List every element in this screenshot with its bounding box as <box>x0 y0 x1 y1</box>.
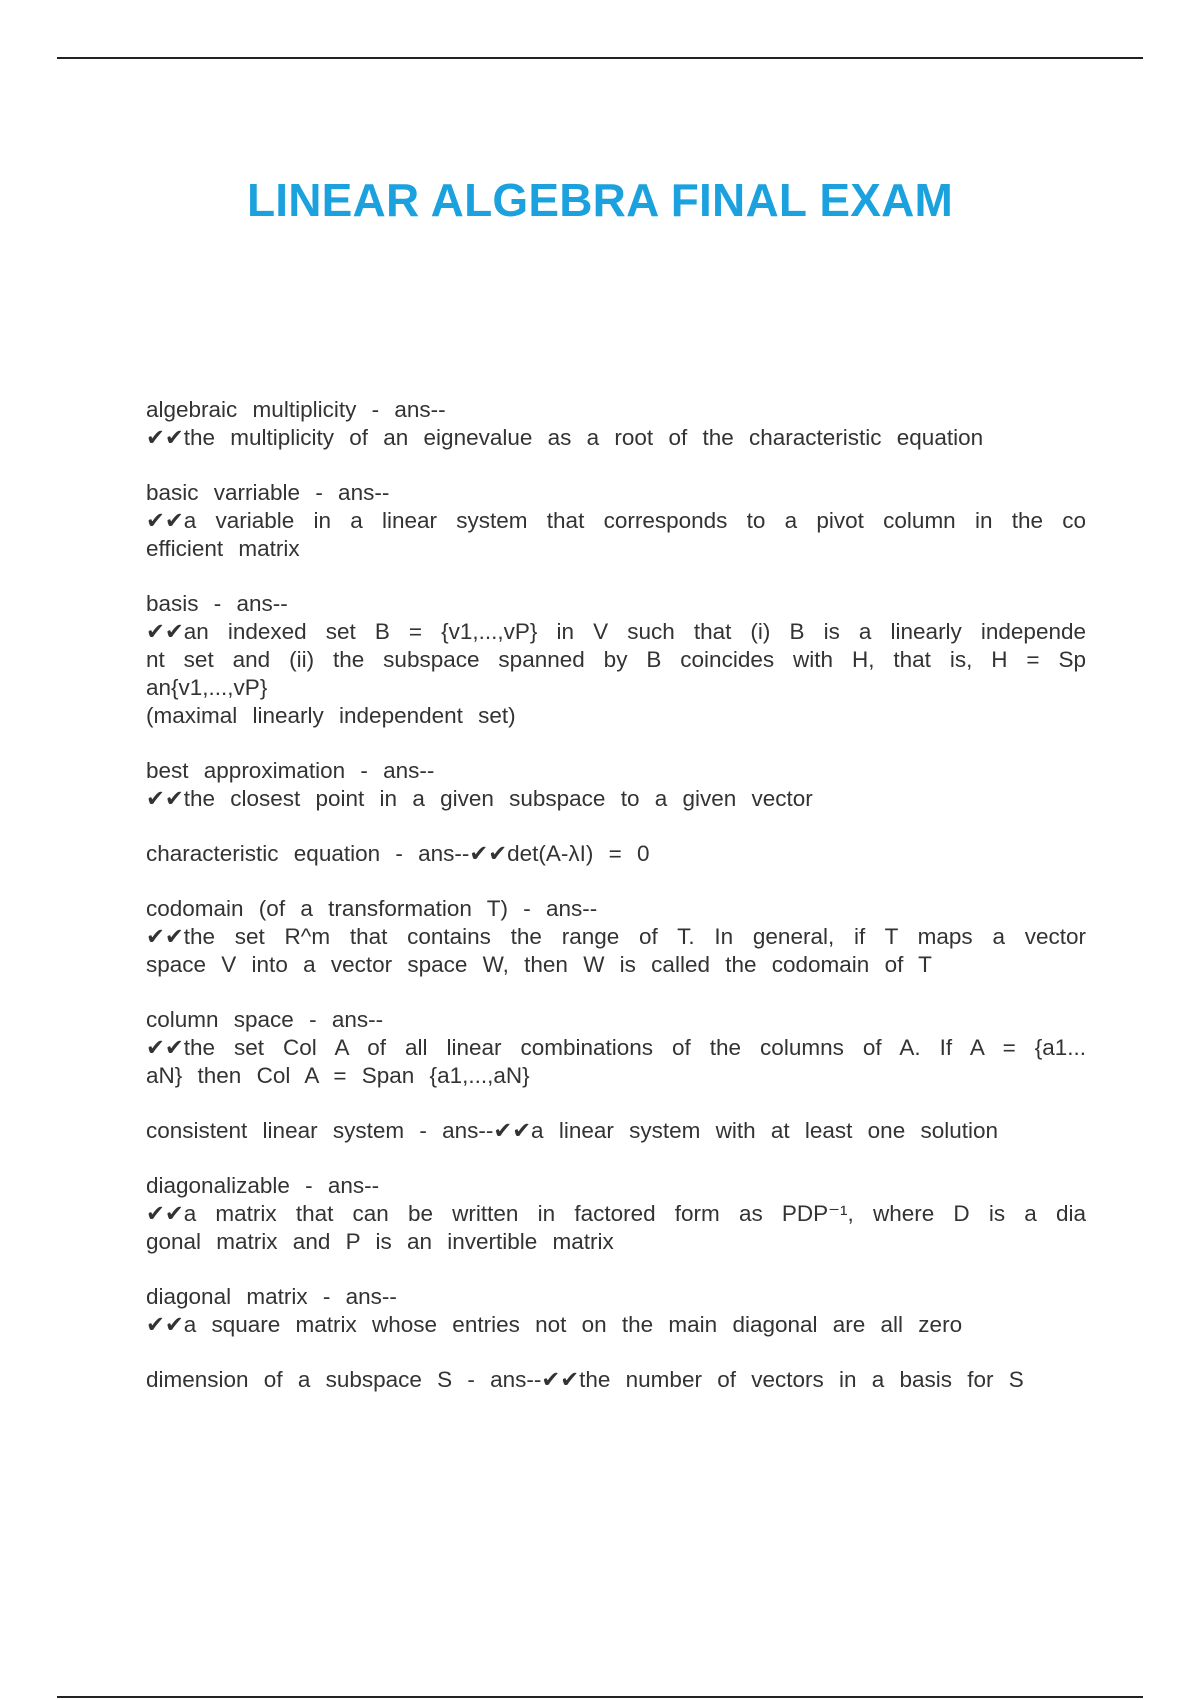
entry-definition-line: ✔✔a matrix that can be written in factored form as PDP⁻¹, where D is a dia <box>146 1201 1086 1226</box>
glossary-entry <box>146 1283 1086 1339</box>
entry-definition-line: ✔✔a square matrix whose entries not on the main diagonal are all zero <box>146 1312 963 1337</box>
entry-definition-line: ✔✔the multiplicity of an eignevalue as a root of the characteristic equation <box>146 425 984 450</box>
top-rule <box>57 57 1143 59</box>
entry-definition-line: ✔✔the set Col A of all linear combinations of the columns of A. If A = {a1... <box>146 1035 1086 1060</box>
entry-definition-line: an{v1,...,vP} <box>146 675 268 700</box>
glossary-entry <box>146 396 1086 452</box>
entry-term-line: basis - ans-- <box>146 591 288 616</box>
glossary-entry <box>146 1366 1086 1394</box>
entry-definition-line: gonal matrix and P is an invertible matrix <box>146 1229 614 1254</box>
entry-definition-line: ✔✔the closest point in a given subspace to a given vector <box>146 786 813 811</box>
entry-definition-line: ✔✔the set R^m that contains the range of T. In general, if T maps a vector <box>146 924 1086 949</box>
entry-definition-line: (maximal linearly independent set) <box>146 703 516 728</box>
entry-definition-line: ✔✔an indexed set B = {v1,...,vP} in V such that (i) B is a linearly independe <box>146 619 1086 644</box>
entry-definition-line: efficient matrix <box>146 536 300 561</box>
entry-definition-line: space V into a vector space W, then W is called the codomain of T <box>146 952 932 977</box>
entry-definition-line: nt set and (ii) the subspace spanned by B coincides with H, that is, H = Sp <box>146 647 1086 672</box>
entry-definition-line: aN} then Col A = Span {a1,...,aN} <box>146 1063 530 1088</box>
entry-term-line: dimension of a subspace S - ans--✔✔the number of vectors in a basis for S <box>146 1367 1024 1392</box>
entry-term-line: diagonalizable - ans-- <box>146 1173 380 1198</box>
glossary-entries <box>146 396 1086 1421</box>
entry-term-line: basic varriable - ans-- <box>146 480 390 505</box>
glossary-entry <box>146 895 1086 979</box>
page-title: LINEAR ALGEBRA FINAL EXAM <box>246 174 954 226</box>
entry-term-line: consistent linear system - ans--✔✔a linear system with at least one solution <box>146 1118 999 1143</box>
entry-term-line: diagonal matrix - ans-- <box>146 1284 397 1309</box>
glossary-entry <box>146 1117 1086 1145</box>
glossary-entry <box>146 840 1086 868</box>
bottom-rule <box>57 1696 1143 1698</box>
glossary-entry <box>146 590 1086 730</box>
entry-term-line: codomain (of a transformation T) - ans-- <box>146 896 598 921</box>
glossary-entry <box>146 1172 1086 1256</box>
glossary-entry <box>146 479 1086 563</box>
entry-term-line: best approximation - ans-- <box>146 758 435 783</box>
entry-term-line: column space - ans-- <box>146 1007 384 1032</box>
entry-term-line: algebraic multiplicity - ans-- <box>146 397 446 422</box>
entry-definition-line: ✔✔a variable in a linear system that corresponds to a pivot column in the co <box>146 508 1086 533</box>
glossary-entry <box>146 1006 1086 1090</box>
entry-term-line: characteristic equation - ans--✔✔det(A-λI) = 0 <box>146 841 650 866</box>
glossary-entry <box>146 757 1086 813</box>
